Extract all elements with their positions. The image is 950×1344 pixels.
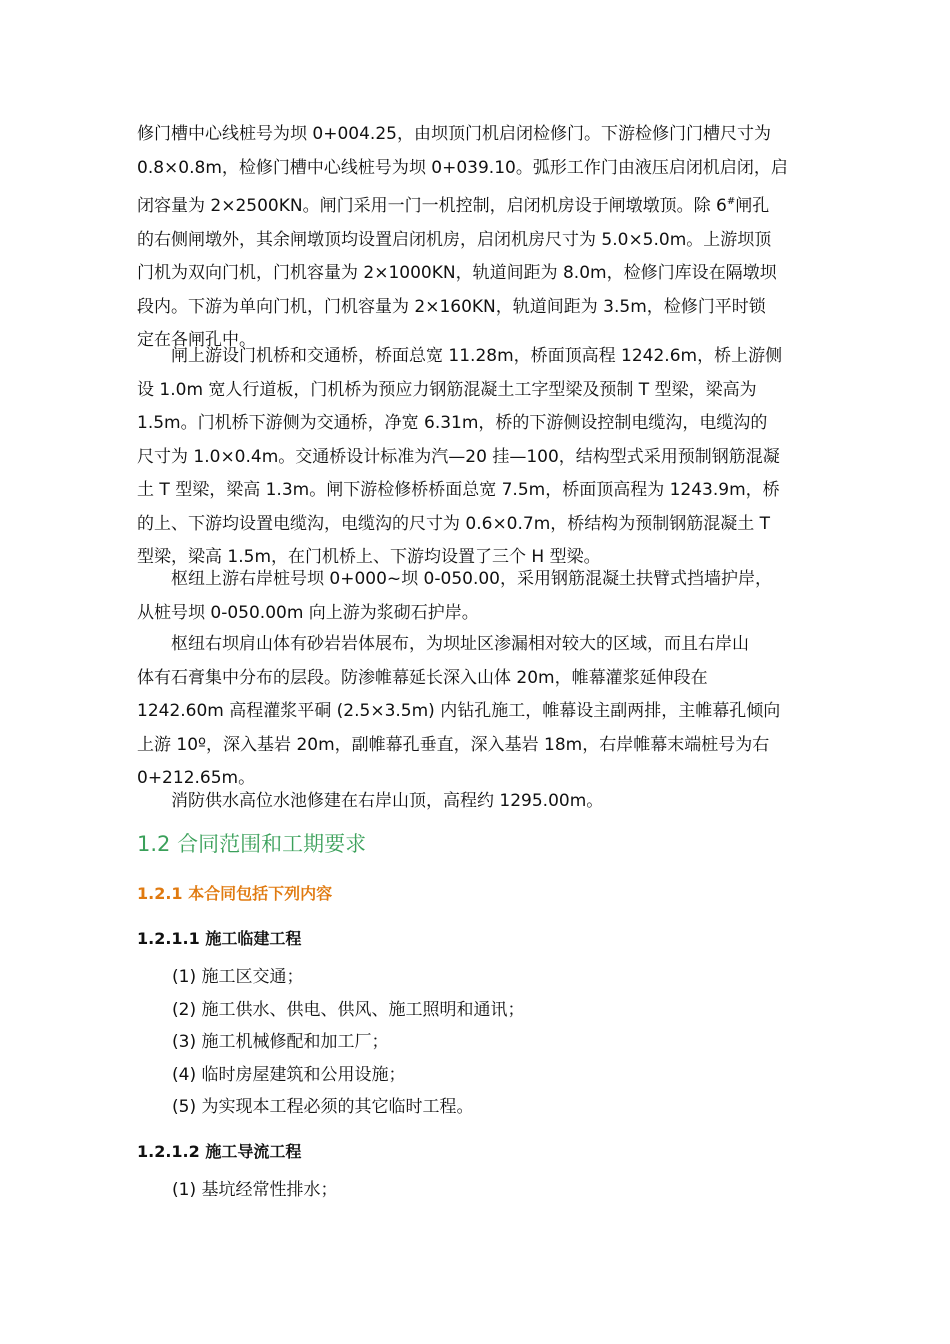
paragraph-line: 体有石膏集中分布的层段。防渗帷幕延长深入山体 20m，帷幕灌浆延伸段在 bbox=[137, 667, 708, 688]
paragraph-line: 闸上游设门机桥和交通桥，桥面总宽 11.28m，桥面顶高程 1242.6m，桥上游侧 bbox=[171, 346, 783, 366]
list-item: (5) 为实现本工程必须的其它临时工程。 bbox=[172, 1097, 474, 1117]
paragraph-line: 型梁，梁高 1.5m，在门机桥上、下游均设置了三个 H 型梁。 bbox=[137, 547, 601, 567]
paragraph-line: 1242.60m 高程灌浆平硐 (2.5×3.5m) 内钻孔施工，帷幕设主副两排，主帷幕孔倾向 bbox=[137, 701, 781, 721]
paragraph-right-bank bbox=[137, 563, 837, 630]
paragraph-line: 0.8×0.8m，检修门槽中心线桩号为坝 0+039.10。弧形工作门由液压启闭机启闭，启 bbox=[137, 157, 788, 178]
list-item: (1) 施工区交通； bbox=[172, 967, 304, 987]
paragraph-line: 的右侧闸墩外，其余闸墩顶均设置启闭机房，启闭机房尺寸为 5.0×5.0m。上游坝顶 bbox=[137, 229, 772, 250]
section-heading-1-2-1: 1.2.1 本合同包括下列内容 bbox=[137, 884, 333, 903]
paragraph-line: 0+212.65m。 bbox=[137, 768, 256, 788]
temporary-works-list bbox=[172, 961, 524, 1124]
section-heading-1-2: 1.2 合同范围和工期要求 bbox=[137, 832, 367, 856]
paragraph-grout-curtain bbox=[137, 628, 837, 796]
paragraph-line: 闭容量为 2×2500KN。闸门采用一门一机控制，启闭机房设于闸墩墩顶。除 6#闸孔 bbox=[137, 196, 770, 216]
paragraph-line: 消防供水高位水池修建在右岸山顶，高程约 1295.00m。 bbox=[171, 791, 604, 811]
paragraph-line: 定在各闸孔中。 bbox=[137, 330, 256, 350]
paragraph-gate-hoists bbox=[137, 118, 837, 358]
section-heading-1-2-1-2: 1.2.1.2 施工导流工程 bbox=[137, 1142, 302, 1161]
paragraph-line: 土 T 型梁，梁高 1.3m。闸下游检修桥桥面总宽 7.5m，桥面顶高程为 1243.9m，桥 bbox=[137, 480, 780, 500]
section-heading-1-2-1-1: 1.2.1.1 施工临建工程 bbox=[137, 929, 302, 948]
paragraph-line: 上游 10º，深入基岩 20m，副帷幕孔垂直，深入基岩 18m，右岸帷幕末端桩号为右 bbox=[137, 734, 770, 755]
paragraph-line: 的上、下游均设置电缆沟，电缆沟的尺寸为 0.6×0.7m，桥结构为预制钢筋混凝土 T bbox=[137, 513, 771, 534]
list-item: (2) 施工供水、供电、供风、施工照明和通讯； bbox=[172, 999, 525, 1020]
paragraph-bridges bbox=[137, 340, 837, 575]
paragraph-line: 段内。下游为单向门机，门机容量为 2×160KN，轨道间距为 3.5m，检修门平时锁 bbox=[137, 296, 766, 317]
paragraph-line: 门机为双向门机，门机容量为 2×1000KN，轨道间距为 8.0m，检修门库设在隔墩坝 bbox=[137, 263, 777, 283]
list-item: (3) 施工机械修配和加工厂； bbox=[172, 1032, 389, 1052]
paragraph-line: 枢纽上游右岸桩号坝 0+000~坝 0-050.00，采用钢筋混凝土扶臂式挡墙护岸， bbox=[171, 569, 772, 589]
paragraph-line: 枢纽右坝肩山体有砂岩岩体展布，为坝址区渗漏相对较大的区域，而且右岸山 bbox=[171, 634, 749, 654]
paragraph-line: 从桩号坝 0-050.00m 向上游为浆砌石护岸。 bbox=[137, 602, 479, 623]
paragraph-line: 修门槽中心线桩号为坝 0+004.25，由坝顶门机启闭检修门。下游检修门门槽尺寸为 bbox=[137, 124, 771, 144]
diversion-works-list bbox=[172, 1174, 337, 1207]
list-item: (4) 临时房屋建筑和公用设施； bbox=[172, 1064, 406, 1085]
list-item: (1) 基坑经常性排水； bbox=[172, 1180, 338, 1200]
paragraph-line: 尺寸为 1.0×0.4m。交通桥设计标准为汽—20 挂—100，结构型式采用预制钢筋混凝 bbox=[137, 446, 780, 467]
paragraph-line: 1.5m。门机桥下游侧为交通桥，净宽 6.31m，桥的下游侧设控制电缆沟，电缆沟的 bbox=[137, 413, 768, 433]
paragraph-line: 设 1.0m 宽人行道板，门机桥为预应力钢筋混凝土工字型梁及预制 T 型梁，梁高为 bbox=[137, 379, 757, 400]
paragraph-fire-water bbox=[137, 785, 837, 819]
